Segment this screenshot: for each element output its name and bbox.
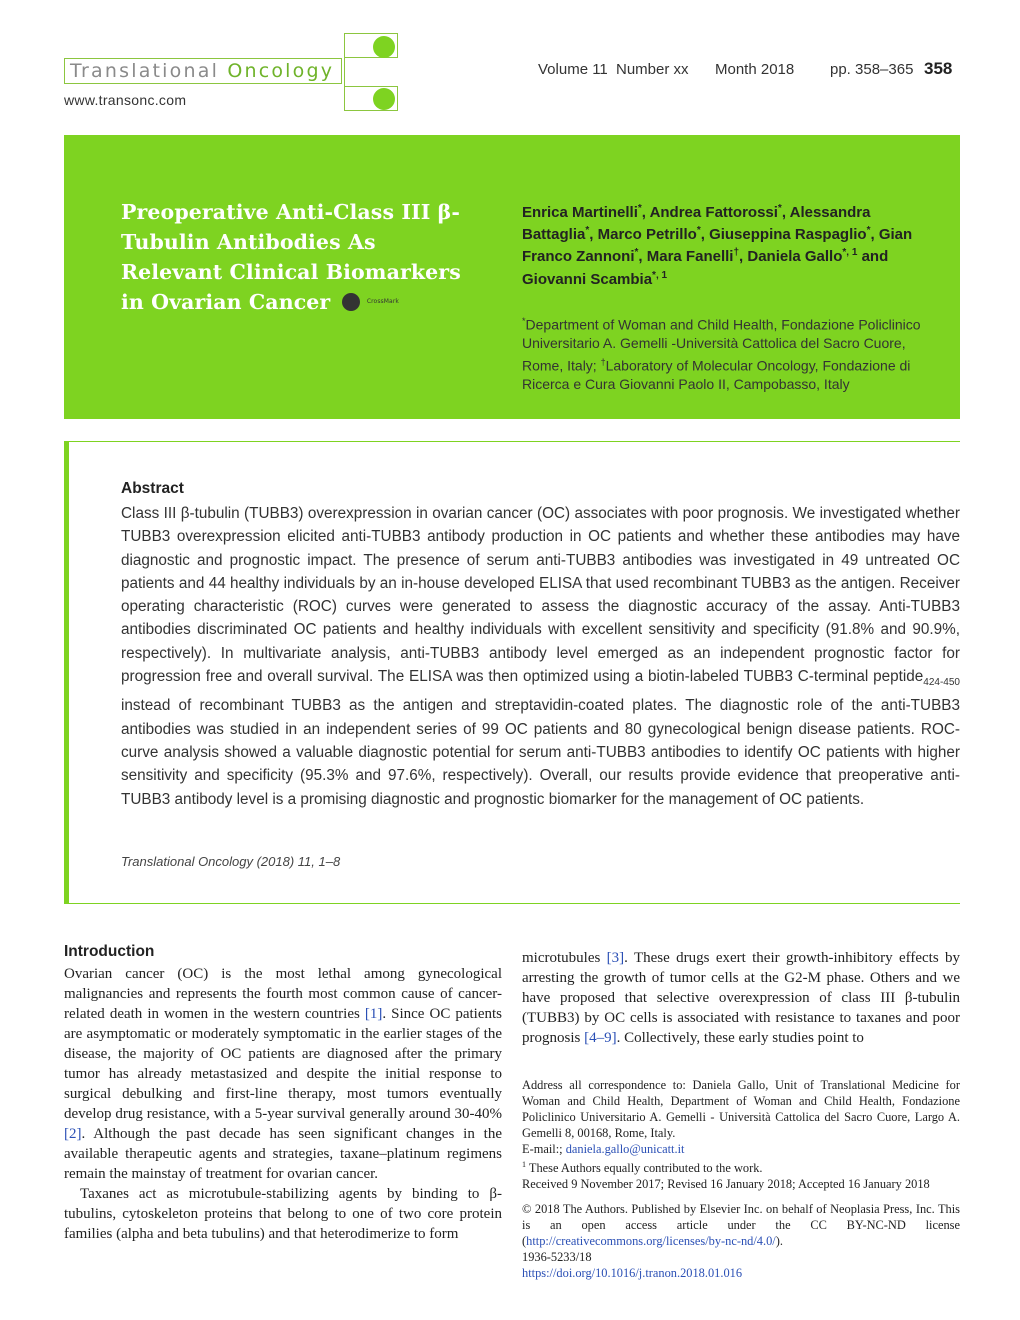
spacer <box>522 1192 960 1201</box>
correspondence-email <box>522 1141 960 1157</box>
logo-word-oncology: Oncology <box>227 60 335 82</box>
author[interactable] <box>747 248 857 265</box>
logo-dot-icon <box>373 88 395 110</box>
page-number: 358 <box>924 59 953 78</box>
footnote <box>522 1157 960 1176</box>
correspondence-block <box>522 1077 960 1281</box>
author-name: Daniela Gallo <box>747 248 843 266</box>
intro-paragraph <box>64 964 502 1184</box>
received-dates: Received 9 November 2017; Revised 16 January 2018; Accepted 16 January 2018 <box>522 1177 930 1192</box>
affiliations <box>522 312 942 393</box>
author[interactable] <box>522 204 642 221</box>
author-name: Gian Franco Zannoni <box>522 226 913 266</box>
author-affiliation-mark: *, 1 <box>842 247 858 259</box>
license-link[interactable]: http://creativecommons.org/licenses/by-nc-nd/4.0/ <box>526 1234 776 1249</box>
page-range: pp. 358–365 <box>830 61 914 78</box>
author-affiliation-mark: * <box>585 225 590 237</box>
body-text: microtubules <box>522 950 607 966</box>
author-affiliation-mark: *, 1 <box>652 269 668 281</box>
journal-website-link[interactable]: www.transonc.com <box>64 92 187 108</box>
journal-issue-number: Number xx <box>616 61 689 78</box>
affil-text: Department of Woman and Child Health, Fondazione Policlinico Universitario A. Gemelli -Università Cattolica del Sacro Cuore, Rome, Italy; <box>522 316 921 374</box>
peptide-subscript: 424-450 <box>923 677 960 689</box>
author-separator: , <box>641 204 650 221</box>
author-separator: , <box>870 226 879 244</box>
author-name: Alessandra Battaglia <box>522 204 871 244</box>
author-affiliation-mark: * <box>777 203 782 214</box>
author-separator: and <box>857 248 889 266</box>
intro-paragraph <box>64 1184 502 1244</box>
footnote-mark: 1 <box>522 1160 526 1169</box>
logo-dot-icon <box>373 36 395 58</box>
introduction-heading: Introduction <box>64 943 155 960</box>
author[interactable] <box>650 204 782 221</box>
reference-link[interactable]: [3] <box>606 950 625 966</box>
email-link[interactable]: daniela.gallo@unicatt.it <box>565 1142 685 1156</box>
body-text: Ovarian cancer (OC) is the most lethal among gynecological malignancies and represents the fourth most common cause of cancer-related death in women in the western countries <box>64 966 502 1022</box>
paper-title <box>121 197 481 319</box>
author-name: Enrica Martinelli <box>522 204 638 221</box>
copyright-text: ). <box>775 1234 783 1249</box>
abstract-text: instead of recombinant TUBB3 as the antigen and streptavidin-coated plates. The diagnostic role of the anti-TUBB3 antibodies was studied in an independent series of 99 OC patients and 80 gynecological benign disease patients. ROC-curve analysis showed a valuable diagnostic potential for serum anti-TUBB3 antibodies to identify OC patients with higher sensitivity and specificity (95.3% and 97.6%, respectively). Overall, our results provide evidence that preoperative anti-TUBB3 antibody level is a promising diagnostic and prognostic biomarker for the management of OC patients. <box>121 697 960 808</box>
doi-link[interactable]: https://doi.org/10.1016/j.tranon.2018.01.016 <box>522 1266 743 1281</box>
journal-logo[interactable] <box>70 59 334 83</box>
crossmark-icon <box>342 293 360 311</box>
affil-mark: † <box>600 356 606 367</box>
body-text: . Although the past decade has seen significant changes in the available therapeutic agents and strategies, taxane–platinum regimens remain the mainstay of treatment for ovarian cancer. <box>64 1126 502 1182</box>
reference-link[interactable]: [2] <box>64 1126 82 1142</box>
author-name: Giuseppina Raspaglio <box>709 226 867 244</box>
affil-text: Laboratory of Molecular Oncology, Fondazione di Ricerca e Cura Giovanni Paolo II, Campobasso, Italy <box>522 357 911 392</box>
correspondence-address: Address all correspondence to: Daniela Gallo, Unit of Translational Medicine for Woman and Child Health, Department of Woman and Child Health, Fondazione Policlinico Universitario A. Gemelli - Università Cattolica del Sacro Cuore, Largo A. Gemelli 8, 00168, Rome, Italy. <box>522 1078 960 1140</box>
body-text: . These drugs exert their growth-inhibitory effects by arresting the growth of tumor cells at the G2-M phase. Others and we have proposed that selective overexpression of class III β-tubulin (TUBB3) by OC cells is associated with resistance to taxanes and poor prognosis <box>522 950 960 1046</box>
author-name: Andrea Fattorossi <box>649 204 778 221</box>
author-affiliation-mark: * <box>634 247 639 259</box>
author-affiliation-mark: * <box>696 225 701 237</box>
abstract-heading: Abstract <box>121 480 184 497</box>
paper-title-text: Preoperative Anti-Class III β-Tubulin Antibodies As Relevant Clinical Biomarkers in Ovarian Cancer <box>121 200 461 314</box>
body-text: . Collectively, these early studies point to <box>616 1030 864 1046</box>
abstract-top-rule <box>69 441 960 442</box>
abstract-bottom-rule <box>69 903 960 904</box>
author-separator: , <box>739 248 748 266</box>
body-text: . Since OC patients are asymptomatic or moderately symptomatic in the earlier stages of the disease, the majority of OC patients are diagnosed after the primary tumor has already metastasized and despite the initial response to surgical debulking and first-line therapy, most tumors eventually develop drug resistance, with a 5-year survival generally around 30-40% <box>64 1006 502 1122</box>
abstract-accent-bar <box>64 441 69 904</box>
author-affiliation-mark: * <box>637 203 642 214</box>
left-column <box>64 964 502 1244</box>
affil-mark: * <box>522 316 526 326</box>
author-separator: , <box>589 226 598 244</box>
author[interactable] <box>647 248 739 265</box>
author[interactable] <box>598 226 701 243</box>
abstract-body <box>121 502 960 811</box>
crossmark-badge[interactable] <box>342 288 399 320</box>
author-separator: , <box>638 248 647 266</box>
body-text: Taxanes act as microtubule-stabilizing agents by binding to β-tubulins, cytoskeleton proteins that belong to one of two core protein families (alpha and beta tubulins) and that heterodimerize to form <box>64 1186 502 1242</box>
footnote-text: These Authors equally contributed to the work. <box>526 1161 763 1176</box>
logo-word-translational: Translational <box>70 60 220 82</box>
author-separator: , <box>700 226 710 244</box>
author-name: Marco Petrillo <box>597 226 697 244</box>
reference-link[interactable]: [1] <box>364 1006 383 1022</box>
reference-link[interactable]: [4–9] <box>584 1030 617 1046</box>
email-label: E-mail:; <box>522 1142 566 1156</box>
right-column <box>522 948 960 1048</box>
journal-month: Month 2018 <box>715 61 795 78</box>
author-list <box>522 200 942 289</box>
author[interactable] <box>522 271 667 288</box>
author-affiliation-mark: * <box>866 225 871 237</box>
issn: 1936-5233/18 <box>522 1250 592 1265</box>
journal-citation: Translational Oncology (2018) 11, 1–8 <box>121 854 341 869</box>
author-name: Mara Fanelli <box>646 248 734 266</box>
author-separator: , <box>781 204 790 221</box>
crossmark-label: CrossMark <box>366 298 399 306</box>
copyright-text: © 2018 The Authors. Published by Elsevier Inc. on behalf of Neoplasia Press, Inc. This is an open access article under the CC BY-NC-ND license ( <box>522 1202 960 1249</box>
author-affiliation-mark: † <box>733 247 740 259</box>
author-name: Giovanni Scambia <box>522 270 653 288</box>
journal-volume: Volume 11 <box>538 61 608 78</box>
author[interactable] <box>709 226 870 243</box>
intro-paragraph <box>522 948 960 1048</box>
copyright-notice <box>522 1201 960 1249</box>
abstract-text: Class III β-tubulin (TUBB3) overexpression in ovarian cancer (OC) associates with poor prognosis. We investigated whether TUBB3 overexpression elicited anti-TUBB3 antibody production in OC patients and whether these antibodies may have diagnostic and prognostic impact. The presence of serum anti-TUBB3 antibodies was investigated in 49 untreated OC patients and 44 healthy individuals by an in-house developed ELISA that used recombinant TUBB3 as the antigen. Receiver operating characteristic (ROC) curves were generated to assess the diagnostic accuracy of the assay. Anti-TUBB3 antibodies discriminated OC patients and healthy individuals with excellent sensitivity and specificity (91.8% and 90.9%, respectively). In multivariate analysis, anti-TUBB3 antibody level emerged as an independent prognostic factor for progression free and overall survival. The ELISA was then optimized using a biotin-labeled TUBB3 C-terminal peptide <box>121 505 960 686</box>
